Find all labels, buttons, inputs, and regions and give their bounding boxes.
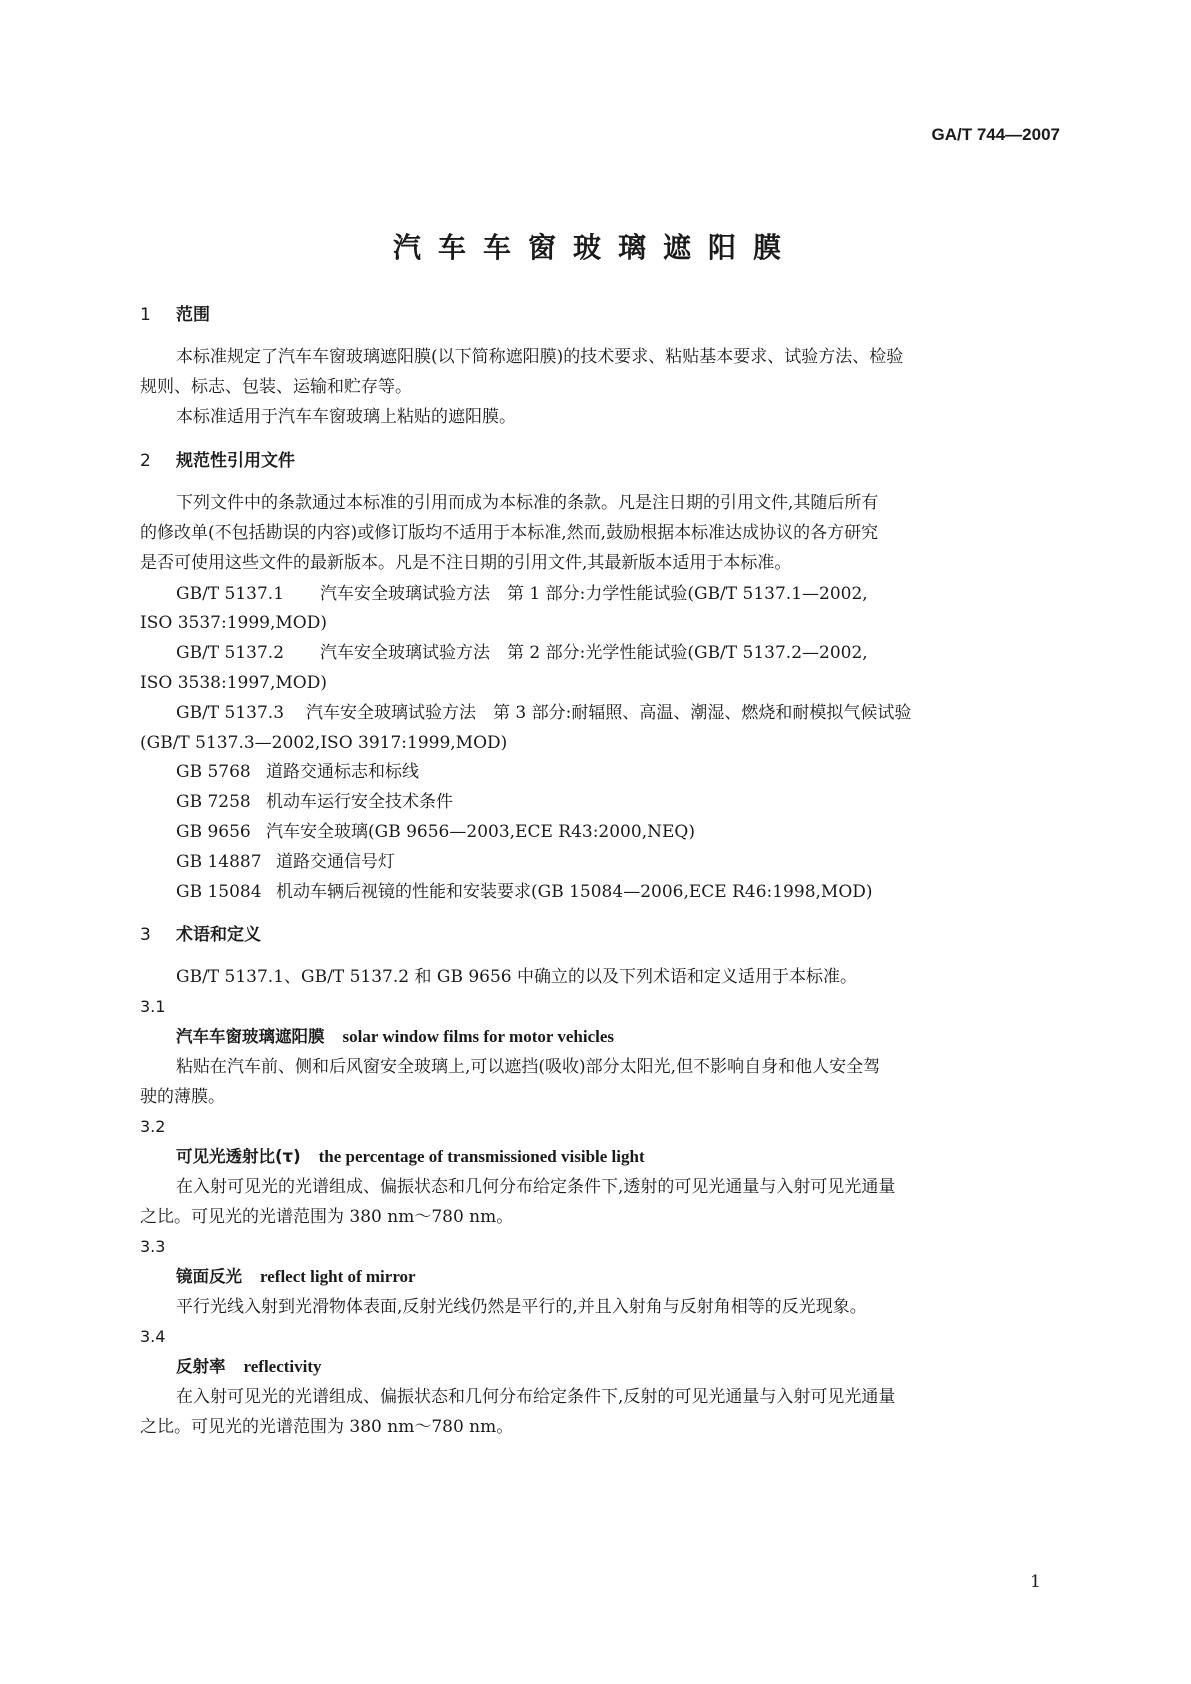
reference-item: GB/T 5137.1 汽车安全玻璃试验方法 第 1 部分:力学性能试验(GB/T 5137.1—2002, bbox=[176, 584, 868, 604]
section-1-heading: 1 范围 bbox=[140, 305, 210, 325]
document-code: GA/T 744—2007 bbox=[931, 125, 1060, 144]
term-definition: 在入射可见光的光谱组成、偏振状态和几何分布给定条件下,反射的可见光通量与入射可见光通量 bbox=[176, 1387, 896, 1407]
reference-item: GB/T 5137.3 汽车安全玻璃试验方法 第 3 部分:耐辐照、高温、潮湿、燃烧和耐模拟气候试验 bbox=[176, 703, 912, 723]
clause-number: 3.2 bbox=[140, 1117, 166, 1136]
term-definition: 粘贴在汽车前、侧和后风窗安全玻璃上,可以遮挡(吸收)部分太阳光,但不影响自身和他人安全驾 bbox=[176, 1057, 881, 1077]
clause-number: 3.1 bbox=[140, 997, 166, 1016]
term-definition: 平行光线入射到光滑物体表面,反射光线仍然是平行的,并且入射角与反射角相等的反光现象。 bbox=[176, 1297, 867, 1317]
term-heading: 镜面反光 reflect light of mirror bbox=[176, 1267, 416, 1286]
term-heading: 反射率 reflectivity bbox=[176, 1357, 322, 1376]
reference-item: GB/T 5137.2 汽车安全玻璃试验方法 第 2 部分:光学性能试验(GB/T 5137.2—2002, bbox=[176, 643, 868, 663]
section-1-para-1-cont: 规则、标志、包装、运输和贮存等。 bbox=[140, 377, 412, 397]
reference-item: GB 15084 机动车辆后视镜的性能和安装要求(GB 15084—2006,ECE R46:1998,MOD) bbox=[176, 882, 873, 902]
term-definition: 在入射可见光的光谱组成、偏振状态和几何分布给定条件下,透射的可见光通量与入射可见光通量 bbox=[176, 1177, 896, 1197]
clause-number: 3.4 bbox=[140, 1327, 166, 1346]
term-definition-cont: 驶的薄膜。 bbox=[140, 1087, 225, 1107]
section-3-heading: 3 术语和定义 bbox=[140, 925, 261, 945]
term-definition-cont: 之比。可见光的光谱范围为 380 nm～780 nm。 bbox=[140, 1417, 514, 1437]
reference-item: GB 7258 机动车运行安全技术条件 bbox=[176, 792, 453, 812]
reference-item-cont: ISO 3538:1997,MOD) bbox=[140, 673, 327, 693]
section-1-para-2: 本标准适用于汽车车窗玻璃上粘贴的遮阳膜。 bbox=[176, 407, 516, 427]
reference-item-cont: ISO 3537:1999,MOD) bbox=[140, 613, 327, 633]
section-1-para-1: 本标准规定了汽车车窗玻璃遮阳膜(以下简称遮阳膜)的技术要求、粘贴基本要求、试验方法、检验 bbox=[176, 347, 904, 367]
reference-item: GB 14887 道路交通信号灯 bbox=[176, 852, 395, 872]
clause-number: 3.3 bbox=[140, 1237, 166, 1256]
reference-item: GB 9656 汽车安全玻璃(GB 9656—2003,ECE R43:2000,NEQ) bbox=[176, 822, 695, 842]
reference-item: GB 5768 道路交通标志和标线 bbox=[176, 762, 419, 782]
page-title: 汽车车窗玻璃遮阳膜 bbox=[392, 231, 798, 264]
section-3-intro: GB/T 5137.1、GB/T 5137.2 和 GB 9656 中确立的以及下列术语和定义适用于本标准。 bbox=[176, 967, 858, 987]
page-number: 1 bbox=[1030, 1572, 1041, 1592]
reference-item-cont: (GB/T 5137.3—2002,ISO 3917:1999,MOD) bbox=[140, 733, 508, 753]
term-heading: 可见光透射比(τ) the percentage of transmissioned visible light bbox=[176, 1147, 645, 1166]
term-definition-cont: 之比。可见光的光谱范围为 380 nm～780 nm。 bbox=[140, 1207, 514, 1227]
section-2-intro-line-2: 的修改单(不包括勘误的内容)或修订版均不适用于本标准,然而,鼓励根据本标准达成协议的各方研究 bbox=[140, 523, 879, 543]
section-2-heading: 2 规范性引用文件 bbox=[140, 451, 295, 471]
section-2-intro-line-1: 下列文件中的条款通过本标准的引用而成为本标准的条款。凡是注日期的引用文件,其随后所有 bbox=[176, 493, 879, 513]
section-2-intro-line-3: 是否可使用这些文件的最新版本。凡是不注日期的引用文件,其最新版本适用于本标准。 bbox=[140, 553, 792, 573]
term-heading: 汽车车窗玻璃遮阳膜 solar window films for motor vehicles bbox=[176, 1027, 615, 1046]
